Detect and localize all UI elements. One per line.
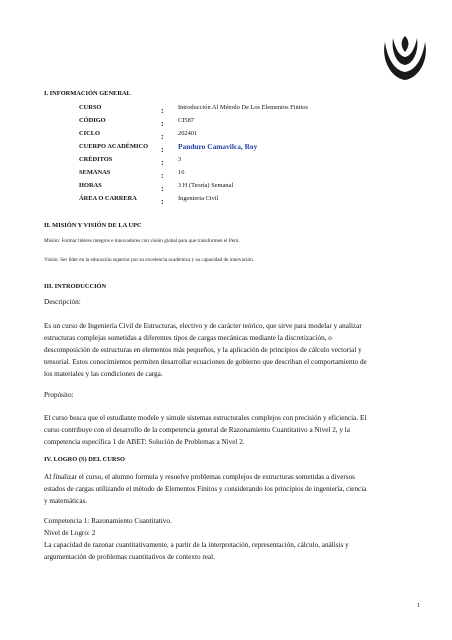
info-value: Ingenieria Civil (178, 195, 219, 202)
info-value: Introducción Al Método De Los Elementos Finitos (178, 104, 308, 111)
vision-text: Visión: Ser líder en la educación superior por su excelencia académica y su capacidad de innovación. (44, 257, 254, 263)
info-colon: : (161, 158, 164, 167)
info-key: CÓDIGO (79, 117, 106, 124)
proposito-label: Propósito: (44, 391, 74, 399)
info-colon: : (161, 132, 164, 141)
info-colon: : (161, 197, 164, 206)
info-key: SEMANAS (79, 169, 111, 176)
info-key: CRÉDITOS (79, 156, 113, 163)
section-general-info-title: I. INFORMACIÓN GENERAL (44, 90, 131, 97)
section-mision-vision-title: II. MISIÓN Y VISIÓN DE LA UPC (44, 222, 142, 229)
descripcion-line: los materiales y las condiciones de carga. (44, 370, 163, 378)
proposito-paragraph (44, 412, 414, 448)
logro-line: Al finalizar el curso, el alumno formula y resuelve problemas complejos de estructuras sometidas a diversos (44, 473, 355, 481)
info-row-horas (79, 182, 409, 194)
competencia-line: Competencia 1: Razonamiento Cuantitativo. (44, 517, 172, 525)
info-colon: : (161, 145, 164, 154)
logro-paragraph (44, 471, 414, 507)
mision-text: Misión: Formar líderes íntegros e innovadores con visión global para que transformen el Perú. (44, 238, 240, 244)
logro-line: y matemáticas. (44, 497, 88, 505)
info-row-cuerpo-academico (79, 143, 409, 155)
proposito-line: curso contribuye con el desarrollo de la competencia general de Razonamiento Cuantitativo a Nivel 2, y la (44, 426, 350, 434)
info-value-instructor: Panduro Camavilca, Roy (178, 142, 258, 151)
descripcion-line: tensorial. Estos conocimientos permiten desarrollar ecuaciones de gobierno que describan el comportamiento de (44, 358, 367, 366)
descripcion-line: descomposición de estructuras en elementos más pequeños, y la aplicación de principios de cálculo vectorial y (44, 346, 362, 354)
info-row-creditos (79, 156, 409, 168)
proposito-line: competencia específica 1 de ABET: Solución de Problemas a Nivel 2. (44, 438, 245, 446)
info-colon: : (161, 184, 164, 193)
competencia-line: La capacidad de razonar cuantitativamente, a partir de la interpretación, representación, cálculo, análisis y (44, 541, 349, 549)
upc-logo-icon (381, 34, 429, 84)
competencia-paragraph (44, 515, 414, 563)
info-key: CUERPO ACADÉMICO (79, 143, 149, 150)
descripcion-label: Descripción: (44, 298, 81, 306)
descripcion-paragraph (44, 320, 414, 380)
section-logro-title: IV. LOGRO (S) DEL CURSO (44, 456, 126, 463)
info-value: 3 (178, 156, 182, 163)
logro-line: estados de cargas utilizando el método de Elementos Finitos y considerando los principios de ingeniería, ciencia (44, 485, 367, 493)
info-key: CURSO (79, 104, 102, 111)
info-row-curso (79, 104, 409, 116)
info-value: 3 H (Teoría) Semanal (178, 182, 234, 189)
proposito-line: El curso busca que el estudiante modele y simule sistemas estructurales complejos con precisión y eficiencia. El (44, 414, 367, 422)
info-colon: : (161, 171, 164, 180)
info-row-area (79, 195, 409, 207)
info-colon: : (161, 106, 164, 115)
info-key: ÁREA O CARRERA (79, 195, 137, 202)
section-introduccion-title: III. INTRODUCCIÓN (44, 283, 107, 290)
info-row-semanas (79, 169, 409, 181)
info-value: 202401 (178, 130, 198, 137)
info-colon: : (161, 119, 164, 128)
descripcion-line: Es un curso de Ingeniería Civil de Estructuras, electivo y de carácter teórico, que sirve para modelar y analizar (44, 322, 362, 330)
info-row-ciclo (79, 130, 409, 142)
info-value: CI587 (178, 117, 194, 124)
descripcion-line: estructuras complejas sometidas a diferentes tipos de cargas mecánicas mediante la discretización, o (44, 334, 332, 342)
info-key: CICLO (79, 130, 100, 137)
info-value: 16 (178, 169, 185, 176)
page-number: 1 (417, 602, 421, 609)
competencia-line: argumentación de problemas cuantitativos de contexto real. (44, 553, 215, 561)
info-row-codigo (79, 117, 409, 129)
competencia-line: Nivel de Logro: 2 (44, 529, 96, 537)
info-key: HORAS (79, 182, 102, 189)
